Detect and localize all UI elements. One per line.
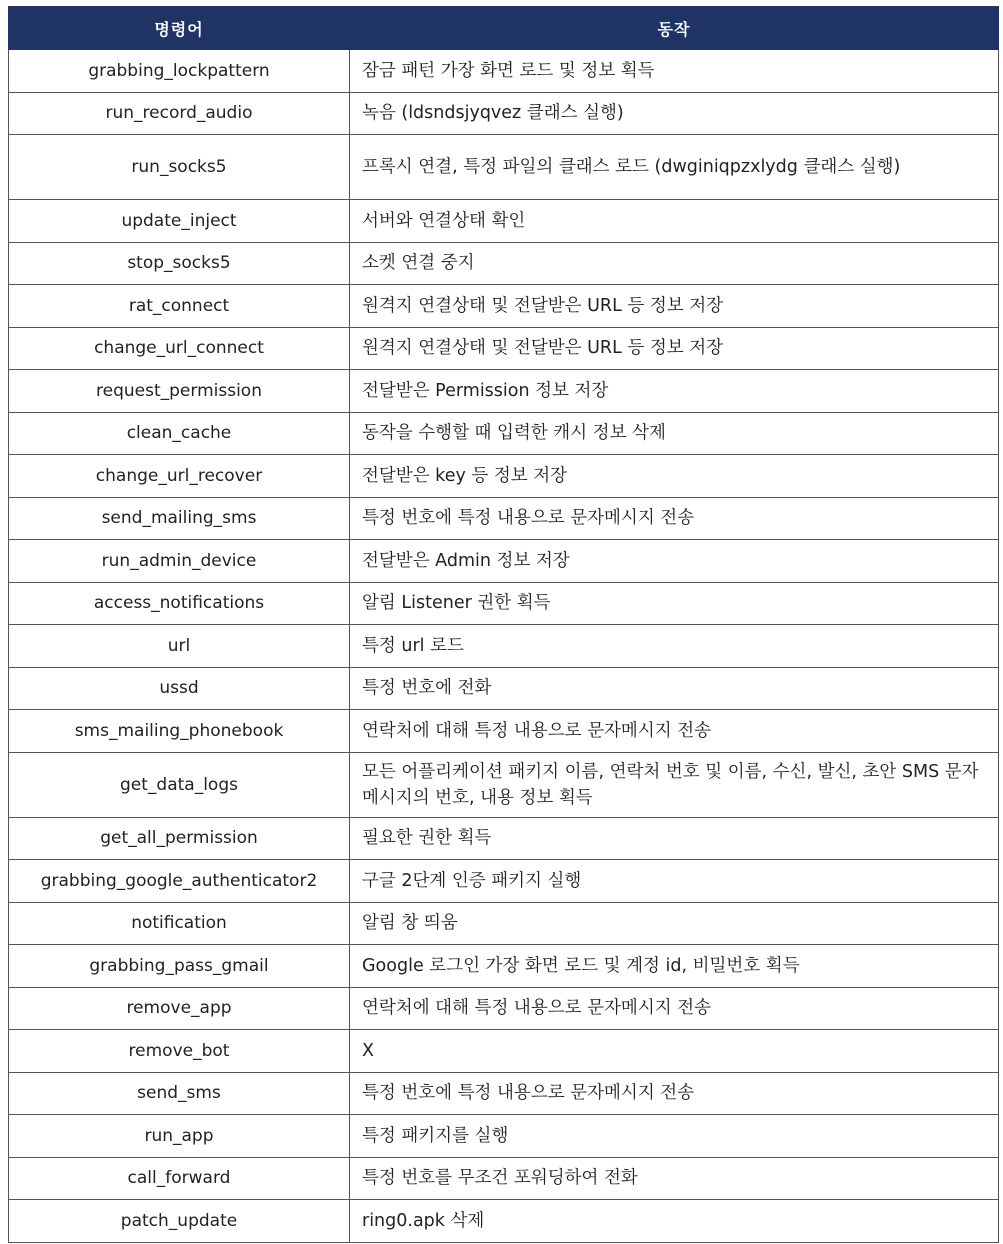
command-cell: run_admin_device xyxy=(9,540,350,583)
action-cell: 구글 2단계 인증 패키지 실행 xyxy=(350,860,999,903)
table-row xyxy=(9,710,999,753)
command-cell: clean_cache xyxy=(9,412,350,455)
command-table-container xyxy=(8,6,998,1243)
action-cell: 특정 패키지를 실행 xyxy=(350,1115,999,1158)
action-cell: 연락처에 대해 특정 내용으로 문자메시지 전송 xyxy=(350,710,999,753)
command-cell: send_sms xyxy=(9,1072,350,1115)
table-header-row xyxy=(9,7,999,50)
action-cell: 알림 Listener 권한 획득 xyxy=(350,582,999,625)
command-cell: url xyxy=(9,625,350,668)
command-cell: grabbing_pass_gmail xyxy=(9,945,350,988)
table-row xyxy=(9,50,999,93)
command-cell: get_data_logs xyxy=(9,752,350,817)
table-row xyxy=(9,92,999,135)
action-cell: 특정 번호에 전화 xyxy=(350,667,999,710)
command-cell: sms_mailing_phonebook xyxy=(9,710,350,753)
command-cell: remove_app xyxy=(9,987,350,1030)
table-row xyxy=(9,1030,999,1073)
command-cell: access_notifications xyxy=(9,582,350,625)
table-row xyxy=(9,540,999,583)
command-cell: notification xyxy=(9,902,350,945)
table-row xyxy=(9,667,999,710)
table-row xyxy=(9,285,999,328)
action-cell: 잠금 패턴 가장 화면 로드 및 정보 획득 xyxy=(350,50,999,93)
table-row xyxy=(9,455,999,498)
table-row xyxy=(9,135,999,200)
table-row xyxy=(9,412,999,455)
command-cell: call_forward xyxy=(9,1157,350,1200)
table-row xyxy=(9,625,999,668)
table-row xyxy=(9,242,999,285)
command-cell: ussd xyxy=(9,667,350,710)
command-cell: run_socks5 xyxy=(9,135,350,200)
command-cell: request_permission xyxy=(9,370,350,413)
table-row xyxy=(9,582,999,625)
table-row xyxy=(9,1157,999,1200)
command-cell: get_all_permission xyxy=(9,817,350,860)
header-action: 동작 xyxy=(350,7,999,50)
action-cell: 전달받은 Admin 정보 저장 xyxy=(350,540,999,583)
action-cell: 특정 번호에 특정 내용으로 문자메시지 전송 xyxy=(350,497,999,540)
table-body xyxy=(9,50,999,1243)
table-row xyxy=(9,817,999,860)
action-cell: 동작을 수행할 때 입력한 캐시 정보 삭제 xyxy=(350,412,999,455)
action-cell: 특정 번호를 무조건 포워딩하여 전화 xyxy=(350,1157,999,1200)
action-cell: 특정 번호에 특정 내용으로 문자메시지 전송 xyxy=(350,1072,999,1115)
command-cell: grabbing_lockpattern xyxy=(9,50,350,93)
action-cell: 서버와 연결상태 확인 xyxy=(350,200,999,243)
command-cell: change_url_connect xyxy=(9,327,350,370)
command-cell: remove_bot xyxy=(9,1030,350,1073)
table-row xyxy=(9,497,999,540)
action-cell: 특정 url 로드 xyxy=(350,625,999,668)
action-cell: Google 로그인 가장 화면 로드 및 계정 id, 비밀번호 획득 xyxy=(350,945,999,988)
table-row xyxy=(9,1072,999,1115)
table-row xyxy=(9,370,999,413)
table-row xyxy=(9,327,999,370)
command-cell: update_inject xyxy=(9,200,350,243)
command-cell: change_url_recover xyxy=(9,455,350,498)
action-cell: 소켓 연결 중지 xyxy=(350,242,999,285)
action-cell: 모든 어플리케이션 패키지 이름, 연락처 번호 및 이름, 수신, 발신, 초안 SMS 문자메시지의 번호, 내용 정보 획득 xyxy=(350,752,999,817)
command-cell: rat_connect xyxy=(9,285,350,328)
command-table xyxy=(8,6,999,1243)
command-cell: run_record_audio xyxy=(9,92,350,135)
table-row xyxy=(9,860,999,903)
table-row xyxy=(9,752,999,817)
action-cell: 전달받은 Permission 정보 저장 xyxy=(350,370,999,413)
table-row xyxy=(9,200,999,243)
action-cell: 알림 창 띄움 xyxy=(350,902,999,945)
action-cell: 필요한 권한 획득 xyxy=(350,817,999,860)
command-cell: grabbing_google_authenticator2 xyxy=(9,860,350,903)
action-cell: 녹음 (ldsndsjyqvez 클래스 실행) xyxy=(350,92,999,135)
action-cell: X xyxy=(350,1030,999,1073)
action-cell: 원격지 연결상태 및 전달받은 URL 등 정보 저장 xyxy=(350,327,999,370)
table-row xyxy=(9,902,999,945)
table-row xyxy=(9,1115,999,1158)
command-cell: stop_socks5 xyxy=(9,242,350,285)
command-cell: run_app xyxy=(9,1115,350,1158)
action-cell: 연락처에 대해 특정 내용으로 문자메시지 전송 xyxy=(350,987,999,1030)
command-cell: send_mailing_sms xyxy=(9,497,350,540)
action-cell: 프록시 연결, 특정 파일의 클래스 로드 (dwginiqpzxlydg 클래스 실행) xyxy=(350,135,999,200)
table-row xyxy=(9,1200,999,1243)
header-command: 명령어 xyxy=(9,7,350,50)
action-cell: 전달받은 key 등 정보 저장 xyxy=(350,455,999,498)
table-row xyxy=(9,945,999,988)
action-cell: 원격지 연결상태 및 전달받은 URL 등 정보 저장 xyxy=(350,285,999,328)
action-cell: ring0.apk 삭제 xyxy=(350,1200,999,1243)
table-row xyxy=(9,987,999,1030)
command-cell: patch_update xyxy=(9,1200,350,1243)
